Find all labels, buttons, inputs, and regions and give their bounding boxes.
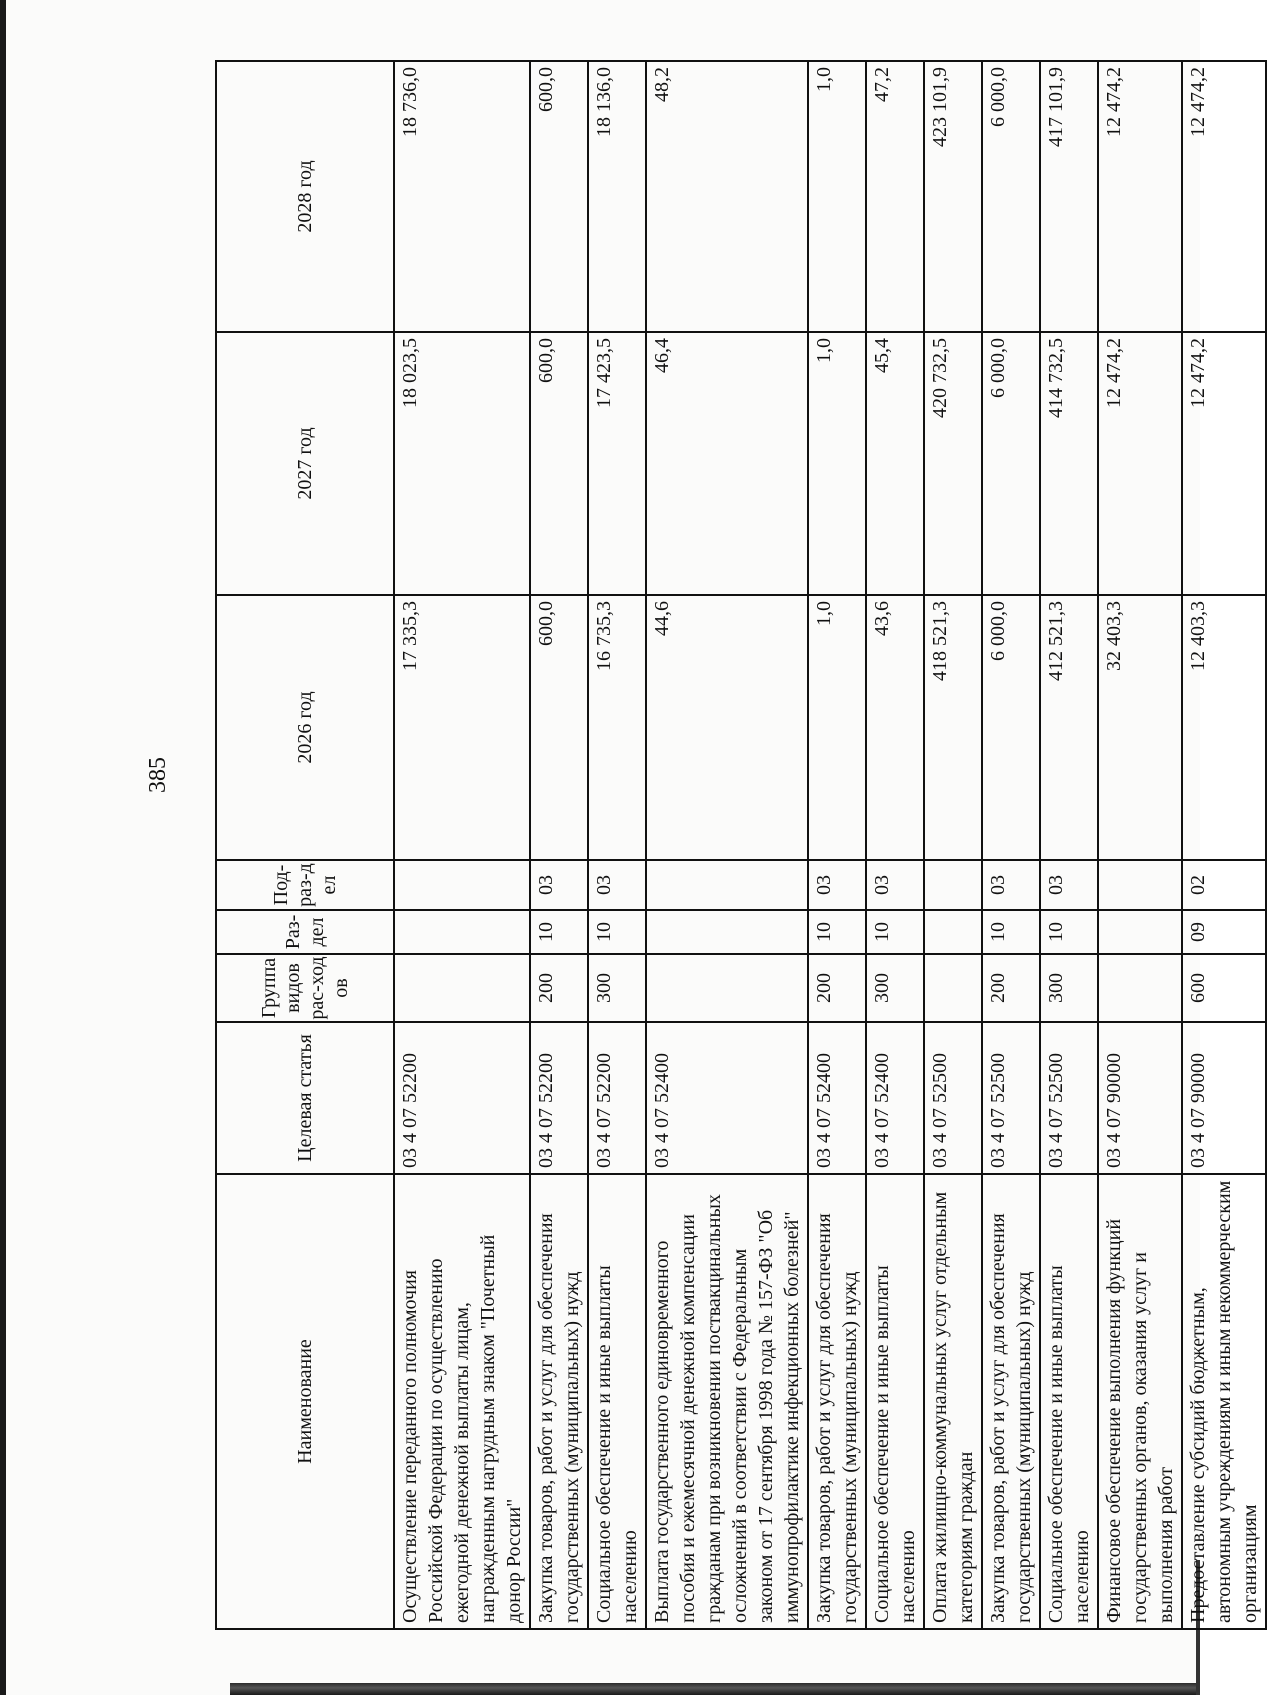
table-row [1182, 61, 1266, 1629]
cell-2026: 12 403,3 [1182, 595, 1266, 860]
cell-section [1098, 910, 1182, 954]
header-group: Группа видов рас-ходов [216, 954, 394, 1022]
cell-name: Закупка товаров, работ и услуг для обеспечения государственных (муниципальных) нужд [530, 1174, 588, 1629]
cell-target: 03 4 07 52500 [924, 1022, 982, 1174]
cell-section [646, 910, 808, 954]
cell-2028: 6 000,0 [982, 61, 1040, 332]
cell-2028: 600,0 [530, 61, 588, 332]
cell-subsection: 03 [1040, 860, 1098, 910]
table-header-row [216, 61, 394, 1629]
cell-target: 03 4 07 52200 [530, 1022, 588, 1174]
cell-subsection [924, 860, 982, 910]
cell-2027: 6 000,0 [982, 332, 1040, 595]
cell-subsection: 03 [866, 860, 924, 910]
header-2028: 2028 год [216, 61, 394, 332]
table-row [808, 61, 866, 1629]
cell-subsection: 02 [1182, 860, 1266, 910]
cell-target: 03 4 07 90000 [1182, 1022, 1266, 1174]
cell-target: 03 4 07 52500 [1040, 1022, 1098, 1174]
cell-2026: 1,0 [808, 595, 866, 860]
cell-2027: 420 732,5 [924, 332, 982, 595]
cell-target: 03 4 07 90000 [1098, 1022, 1182, 1174]
table-row [924, 61, 982, 1629]
header-section: Раз-дел [216, 910, 394, 954]
cell-2027: 45,4 [866, 332, 924, 595]
cell-name: Закупка товаров, работ и услуг для обеспечения государственных (муниципальных) нужд [808, 1174, 866, 1629]
cell-target: 03 4 07 52400 [808, 1022, 866, 1174]
cell-target: 03 4 07 52500 [982, 1022, 1040, 1174]
cell-section: 10 [982, 910, 1040, 954]
table-row [646, 61, 808, 1629]
cell-section: 10 [588, 910, 646, 954]
table-row [394, 61, 530, 1629]
cell-2027: 12 474,2 [1098, 332, 1182, 595]
header-target: Целевая статья [216, 1022, 394, 1174]
cell-2027: 12 474,2 [1182, 332, 1266, 595]
cell-name: Социальное обеспечение и иные выплаты населению [866, 1174, 924, 1629]
header-subsection: Под-раз-дел [216, 860, 394, 910]
cell-2027: 18 023,5 [394, 332, 530, 595]
cell-group: 600 [1182, 954, 1266, 1022]
cell-2026: 6 000,0 [982, 595, 1040, 860]
cell-group [646, 954, 808, 1022]
cell-2027: 46,4 [646, 332, 808, 595]
header-2027: 2027 год [216, 332, 394, 595]
scan-edge-left [0, 0, 6, 1695]
table-body [394, 61, 1266, 1629]
scan-edge-bottom [230, 1683, 1200, 1695]
table-row [982, 61, 1040, 1629]
page-number: 385 [145, 757, 171, 793]
cell-2028: 417 101,9 [1040, 61, 1098, 332]
cell-subsection [394, 860, 530, 910]
cell-2026: 43,6 [866, 595, 924, 860]
rotated-sheet [140, 62, 1261, 1630]
cell-subsection: 03 [530, 860, 588, 910]
cell-2026: 17 335,3 [394, 595, 530, 860]
header-2026: 2026 год [216, 595, 394, 860]
cell-2028: 18 136,0 [588, 61, 646, 332]
cell-group: 200 [982, 954, 1040, 1022]
cell-section: 10 [808, 910, 866, 954]
cell-section: 10 [1040, 910, 1098, 954]
cell-name: Закупка товаров, работ и услуг для обеспечения государственных (муниципальных) нужд [982, 1174, 1040, 1629]
cell-2026: 412 521,3 [1040, 595, 1098, 860]
cell-target: 03 4 07 52200 [588, 1022, 646, 1174]
table-row [866, 61, 924, 1629]
cell-2028: 12 474,2 [1182, 61, 1266, 332]
cell-group [924, 954, 982, 1022]
cell-2027: 414 732,5 [1040, 332, 1098, 595]
table-row [1098, 61, 1182, 1629]
table-row [588, 61, 646, 1629]
cell-2028: 12 474,2 [1098, 61, 1182, 332]
cell-2028: 47,2 [866, 61, 924, 332]
cell-2028: 48,2 [646, 61, 808, 332]
cell-subsection [646, 860, 808, 910]
cell-name: Выплата государственного единовременного пособия и ежемесячной денежной компенсации гражданам при возникновении поствакцинальных осложнений в соответствии с Федеральным законом от 17 сентября 1998 года № 157-ФЗ "Об иммунопрофилактике инфекционных болезней" [646, 1174, 808, 1629]
cell-name: Осуществление переданного полномочия Российской Федерации по осуществлению ежегодной денежной выплаты лицам, награжденным нагрудным знаком "Почетный донор России" [394, 1174, 530, 1629]
cell-subsection: 03 [982, 860, 1040, 910]
cell-2027: 600,0 [530, 332, 588, 595]
cell-name: Финансовое обеспечение выполнения функций государственных органов, оказания услуг и выполнения работ [1098, 1174, 1182, 1629]
budget-table [215, 60, 1267, 1630]
cell-2028: 423 101,9 [924, 61, 982, 332]
cell-group: 200 [808, 954, 866, 1022]
cell-group: 300 [1040, 954, 1098, 1022]
cell-section [394, 910, 530, 954]
cell-name: Социальное обеспечение и иные выплаты населению [1040, 1174, 1098, 1629]
cell-2026: 418 521,3 [924, 595, 982, 860]
cell-target: 03 4 07 52200 [394, 1022, 530, 1174]
cell-group: 200 [530, 954, 588, 1022]
cell-2026: 16 735,3 [588, 595, 646, 860]
cell-2027: 17 423,5 [588, 332, 646, 595]
cell-2026: 600,0 [530, 595, 588, 860]
header-name: Наименование [216, 1174, 394, 1629]
cell-section: 10 [530, 910, 588, 954]
cell-section [924, 910, 982, 954]
cell-name: Социальное обеспечение и иные выплаты населению [588, 1174, 646, 1629]
cell-target: 03 4 07 52400 [646, 1022, 808, 1174]
cell-2028: 18 736,0 [394, 61, 530, 332]
cell-group: 300 [866, 954, 924, 1022]
table-row [1040, 61, 1098, 1629]
cell-target: 03 4 07 52400 [866, 1022, 924, 1174]
cell-section: 09 [1182, 910, 1266, 954]
cell-2028: 1,0 [808, 61, 866, 332]
cell-2027: 1,0 [808, 332, 866, 595]
table-row [530, 61, 588, 1629]
cell-subsection: 03 [808, 860, 866, 910]
cell-name: Оплата жилищно-коммунальных услуг отдельным категориям граждан [924, 1174, 982, 1629]
cell-subsection [1098, 860, 1182, 910]
cell-group [394, 954, 530, 1022]
cell-group: 300 [588, 954, 646, 1022]
cell-2026: 32 403,3 [1098, 595, 1182, 860]
cell-subsection: 03 [588, 860, 646, 910]
cell-2026: 44,6 [646, 595, 808, 860]
cell-group [1098, 954, 1182, 1022]
cell-name: Предоставление субсидий бюджетным, автономным учреждениям и иным некоммерческим организациям [1182, 1174, 1266, 1629]
cell-section: 10 [866, 910, 924, 954]
